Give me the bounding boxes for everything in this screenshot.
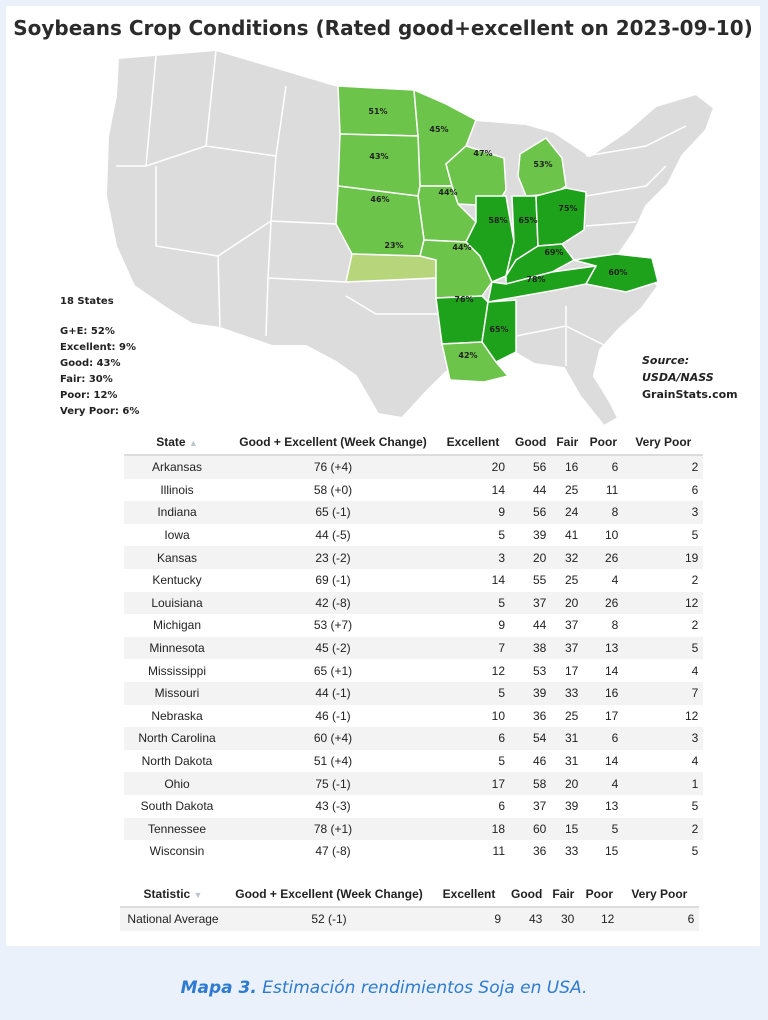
legend-ge: G+E: 52% xyxy=(60,326,115,337)
cell-very-poor: 2 xyxy=(623,818,703,841)
label-oh: 75% xyxy=(558,204,578,213)
cell-poor: 8 xyxy=(583,614,623,637)
figure-card xyxy=(6,6,760,946)
cell-good: 36 xyxy=(510,705,551,728)
cell-very-poor: 2 xyxy=(623,455,703,479)
cell-ge: 44 (-1) xyxy=(230,682,436,705)
state-table-header xyxy=(124,430,703,455)
cell-poor: 5 xyxy=(583,818,623,841)
state-row xyxy=(124,727,703,750)
cell-excellent: 17 xyxy=(436,772,510,795)
cell-ge: 76 (+4) xyxy=(230,455,436,479)
us-map xyxy=(6,46,760,426)
cell-fair: 25 xyxy=(551,705,583,728)
col-fair-national[interactable]: Fair xyxy=(547,882,579,907)
cell-excellent: 9 xyxy=(436,501,510,524)
cell-very-poor: 12 xyxy=(623,705,703,728)
cell-good: 37 xyxy=(510,592,551,615)
cell-ge: 65 (+1) xyxy=(230,659,436,682)
cell-state: Minnesota xyxy=(124,637,230,660)
legend-very-poor: Very Poor: 6% xyxy=(60,406,140,417)
cell-excellent: 14 xyxy=(436,569,510,592)
col-excellent-national[interactable]: Excellent xyxy=(432,882,506,907)
cell-fair: 39 xyxy=(551,795,583,818)
state-row xyxy=(124,614,703,637)
label-nd: 51% xyxy=(368,107,388,116)
cell-poor: 4 xyxy=(583,569,623,592)
cell-poor: 6 xyxy=(583,727,623,750)
site-line: GrainStats.com xyxy=(642,388,738,401)
cell-fair: 25 xyxy=(551,569,583,592)
label-ia: 44% xyxy=(438,188,458,197)
cell-good: 55 xyxy=(510,569,551,592)
cell-good: 58 xyxy=(510,772,551,795)
label-nc: 60% xyxy=(608,268,628,277)
label-mn: 45% xyxy=(429,125,449,134)
cell-ge: 23 (-2) xyxy=(230,546,436,569)
cell-very-poor: 7 xyxy=(623,682,703,705)
cell-state: Wisconsin xyxy=(124,840,230,863)
cell-poor: 15 xyxy=(583,840,623,863)
cell-ge: 65 (-1) xyxy=(230,501,436,524)
cell-poor: 6 xyxy=(583,455,623,479)
state-row xyxy=(124,705,703,728)
col-poor-national[interactable]: Poor xyxy=(579,882,619,907)
figure-caption xyxy=(0,978,768,998)
cell-fair: 15 xyxy=(551,818,583,841)
cell-excellent: 20 xyxy=(436,455,510,479)
col-ge-national[interactable]: Good + Excellent (Week Change) xyxy=(226,882,432,907)
label-il: 58% xyxy=(488,216,508,225)
cell-excellent: 11 xyxy=(436,840,510,863)
state-conditions-table xyxy=(124,430,703,863)
cell-very-poor: 12 xyxy=(623,592,703,615)
cell-excellent: 5 xyxy=(436,750,510,773)
cell-very-poor: 2 xyxy=(623,569,703,592)
cell-good: 36 xyxy=(510,840,551,863)
cell-state: Louisiana xyxy=(124,592,230,615)
cell-good: 20 xyxy=(510,546,551,569)
cell-state: Missouri xyxy=(124,682,230,705)
label-sd: 43% xyxy=(369,152,389,161)
cell-poor: 11 xyxy=(583,479,623,502)
cell-good: 39 xyxy=(510,524,551,547)
cell-fair: 16 xyxy=(551,455,583,479)
legend-poor: Poor: 12% xyxy=(60,390,118,401)
legend-fair: Fair: 30% xyxy=(60,374,113,385)
cell-excellent: 9 xyxy=(436,614,510,637)
state-row xyxy=(124,818,703,841)
cell-very-poor: 6 xyxy=(619,907,699,931)
col-very-poor[interactable]: Very Poor xyxy=(623,430,703,455)
state-row xyxy=(124,592,703,615)
label-ky: 69% xyxy=(544,248,564,257)
cell-state: National Average xyxy=(120,907,226,931)
cell-good: 37 xyxy=(510,795,551,818)
cell-state: Kentucky xyxy=(124,569,230,592)
label-ne: 46% xyxy=(370,195,390,204)
cell-fair: 30 xyxy=(547,907,579,931)
cell-excellent: 18 xyxy=(436,818,510,841)
cell-state: Kansas xyxy=(124,546,230,569)
cell-very-poor: 19 xyxy=(623,546,703,569)
cell-fair: 41 xyxy=(551,524,583,547)
summary-legend xyxy=(60,294,139,420)
cell-fair: 20 xyxy=(551,772,583,795)
col-ge[interactable]: Good + Excellent (Week Change) xyxy=(230,430,436,455)
cell-fair: 37 xyxy=(551,637,583,660)
cell-good: 39 xyxy=(510,682,551,705)
cell-state: Indiana xyxy=(124,501,230,524)
cell-ge: 75 (-1) xyxy=(230,772,436,795)
stat-row xyxy=(120,907,699,931)
state-south-dakota xyxy=(338,134,420,196)
cell-excellent: 6 xyxy=(436,727,510,750)
stat-table-body xyxy=(120,907,699,931)
col-good[interactable]: Good xyxy=(510,430,551,455)
cell-good: 44 xyxy=(510,614,551,637)
cell-excellent: 5 xyxy=(436,682,510,705)
cell-fair: 20 xyxy=(551,592,583,615)
cell-excellent: 7 xyxy=(436,637,510,660)
cell-very-poor: 5 xyxy=(623,795,703,818)
cell-poor: 13 xyxy=(583,795,623,818)
cell-excellent: 3 xyxy=(436,546,510,569)
cell-fair: 31 xyxy=(551,727,583,750)
cell-ge: 44 (-5) xyxy=(230,524,436,547)
state-kansas xyxy=(346,254,436,282)
cell-state: North Carolina xyxy=(124,727,230,750)
state-row xyxy=(124,659,703,682)
cell-state: Michigan xyxy=(124,614,230,637)
col-poor[interactable]: Poor xyxy=(583,430,623,455)
col-good-national[interactable]: Good xyxy=(506,882,547,907)
label-wi: 47% xyxy=(473,149,493,158)
source-line: Source: USDA/NASS xyxy=(642,354,714,384)
cell-ge: 46 (-1) xyxy=(230,705,436,728)
cell-very-poor: 5 xyxy=(623,637,703,660)
col-state[interactable]: State ▲ xyxy=(124,430,230,455)
cell-poor: 26 xyxy=(583,546,623,569)
label-mo: 44% xyxy=(452,243,472,252)
cell-ge: 69 (-1) xyxy=(230,569,436,592)
cell-state: Ohio xyxy=(124,772,230,795)
cell-ge: 52 (-1) xyxy=(226,907,432,931)
cell-poor: 12 xyxy=(579,907,619,931)
cell-state: Nebraska xyxy=(124,705,230,728)
cell-fair: 24 xyxy=(551,501,583,524)
label-ms: 65% xyxy=(489,325,509,334)
label-mi: 53% xyxy=(533,160,553,169)
cell-fair: 32 xyxy=(551,546,583,569)
national-average-table xyxy=(120,882,699,931)
cell-fair: 33 xyxy=(551,840,583,863)
cell-ge: 58 (+0) xyxy=(230,479,436,502)
state-row xyxy=(124,524,703,547)
cell-ge: 78 (+1) xyxy=(230,818,436,841)
cell-poor: 16 xyxy=(583,682,623,705)
state-row xyxy=(124,501,703,524)
cell-ge: 51 (+4) xyxy=(230,750,436,773)
col-statistic[interactable]: Statistic ▼ xyxy=(120,882,226,907)
cell-ge: 60 (+4) xyxy=(230,727,436,750)
state-row xyxy=(124,840,703,863)
cell-excellent: 14 xyxy=(436,479,510,502)
state-row xyxy=(124,479,703,502)
state-row xyxy=(124,546,703,569)
cell-poor: 26 xyxy=(583,592,623,615)
label-ar: 76% xyxy=(454,295,474,304)
cell-good: 54 xyxy=(510,727,551,750)
cell-very-poor: 4 xyxy=(623,750,703,773)
state-row xyxy=(124,772,703,795)
cell-very-poor: 6 xyxy=(623,479,703,502)
cell-good: 43 xyxy=(506,907,547,931)
cell-very-poor: 2 xyxy=(623,614,703,637)
cell-excellent: 12 xyxy=(436,659,510,682)
cell-excellent: 9 xyxy=(432,907,506,931)
stat-table-header xyxy=(120,882,699,907)
cell-good: 53 xyxy=(510,659,551,682)
cell-good: 56 xyxy=(510,455,551,479)
cell-state: Illinois xyxy=(124,479,230,502)
label-la: 42% xyxy=(458,351,478,360)
cell-very-poor: 4 xyxy=(623,659,703,682)
cell-ge: 43 (-3) xyxy=(230,795,436,818)
cell-fair: 17 xyxy=(551,659,583,682)
col-very-poor-national[interactable]: Very Poor xyxy=(619,882,699,907)
cell-good: 46 xyxy=(510,750,551,773)
cell-very-poor: 3 xyxy=(623,727,703,750)
cell-ge: 47 (-8) xyxy=(230,840,436,863)
cell-poor: 14 xyxy=(583,659,623,682)
cell-poor: 14 xyxy=(583,750,623,773)
caption-text: Estimación rendimientos Soja en USA. xyxy=(256,978,588,998)
cell-excellent: 6 xyxy=(436,795,510,818)
cell-state: Iowa xyxy=(124,524,230,547)
map-title: Soybeans Crop Conditions (Rated good+excellent on 2023-09-10) xyxy=(13,16,753,40)
label-in: 65% xyxy=(518,216,538,225)
source-note xyxy=(642,352,760,403)
cell-state: Tennessee xyxy=(124,818,230,841)
cell-ge: 45 (-2) xyxy=(230,637,436,660)
cell-state: Arkansas xyxy=(124,455,230,479)
state-row xyxy=(124,569,703,592)
cell-poor: 10 xyxy=(583,524,623,547)
state-row xyxy=(124,795,703,818)
col-excellent[interactable]: Excellent xyxy=(436,430,510,455)
label-ks: 23% xyxy=(384,241,404,250)
cell-state: Mississippi xyxy=(124,659,230,682)
legend-heading: 18 States xyxy=(60,296,114,307)
cell-very-poor: 1 xyxy=(623,772,703,795)
legend-good: Good: 43% xyxy=(60,358,121,369)
cell-fair: 37 xyxy=(551,614,583,637)
cell-good: 44 xyxy=(510,479,551,502)
cell-state: North Dakota xyxy=(124,750,230,773)
cell-poor: 17 xyxy=(583,705,623,728)
cell-state: South Dakota xyxy=(124,795,230,818)
label-tn: 78% xyxy=(526,275,546,284)
sort-down-icon[interactable]: ▼ xyxy=(193,890,203,900)
sort-up-icon[interactable]: ▲ xyxy=(188,438,198,448)
state-row xyxy=(124,637,703,660)
caption-label: Mapa 3. xyxy=(180,978,257,998)
cell-ge: 42 (-8) xyxy=(230,592,436,615)
cell-very-poor: 3 xyxy=(623,501,703,524)
cell-fair: 33 xyxy=(551,682,583,705)
cell-excellent: 5 xyxy=(436,524,510,547)
cell-very-poor: 5 xyxy=(623,524,703,547)
cell-good: 60 xyxy=(510,818,551,841)
cell-excellent: 10 xyxy=(436,705,510,728)
state-row xyxy=(124,455,703,479)
cell-good: 38 xyxy=(510,637,551,660)
state-table-body xyxy=(124,455,703,863)
state-row xyxy=(124,682,703,705)
cell-poor: 13 xyxy=(583,637,623,660)
cell-ge: 53 (+7) xyxy=(230,614,436,637)
cell-poor: 4 xyxy=(583,772,623,795)
cell-good: 56 xyxy=(510,501,551,524)
cell-very-poor: 5 xyxy=(623,840,703,863)
cell-fair: 31 xyxy=(551,750,583,773)
state-row xyxy=(124,750,703,773)
legend-excellent: Excellent: 9% xyxy=(60,342,136,353)
cell-fair: 25 xyxy=(551,479,583,502)
cell-poor: 8 xyxy=(583,501,623,524)
cell-excellent: 5 xyxy=(436,592,510,615)
col-fair[interactable]: Fair xyxy=(551,430,583,455)
